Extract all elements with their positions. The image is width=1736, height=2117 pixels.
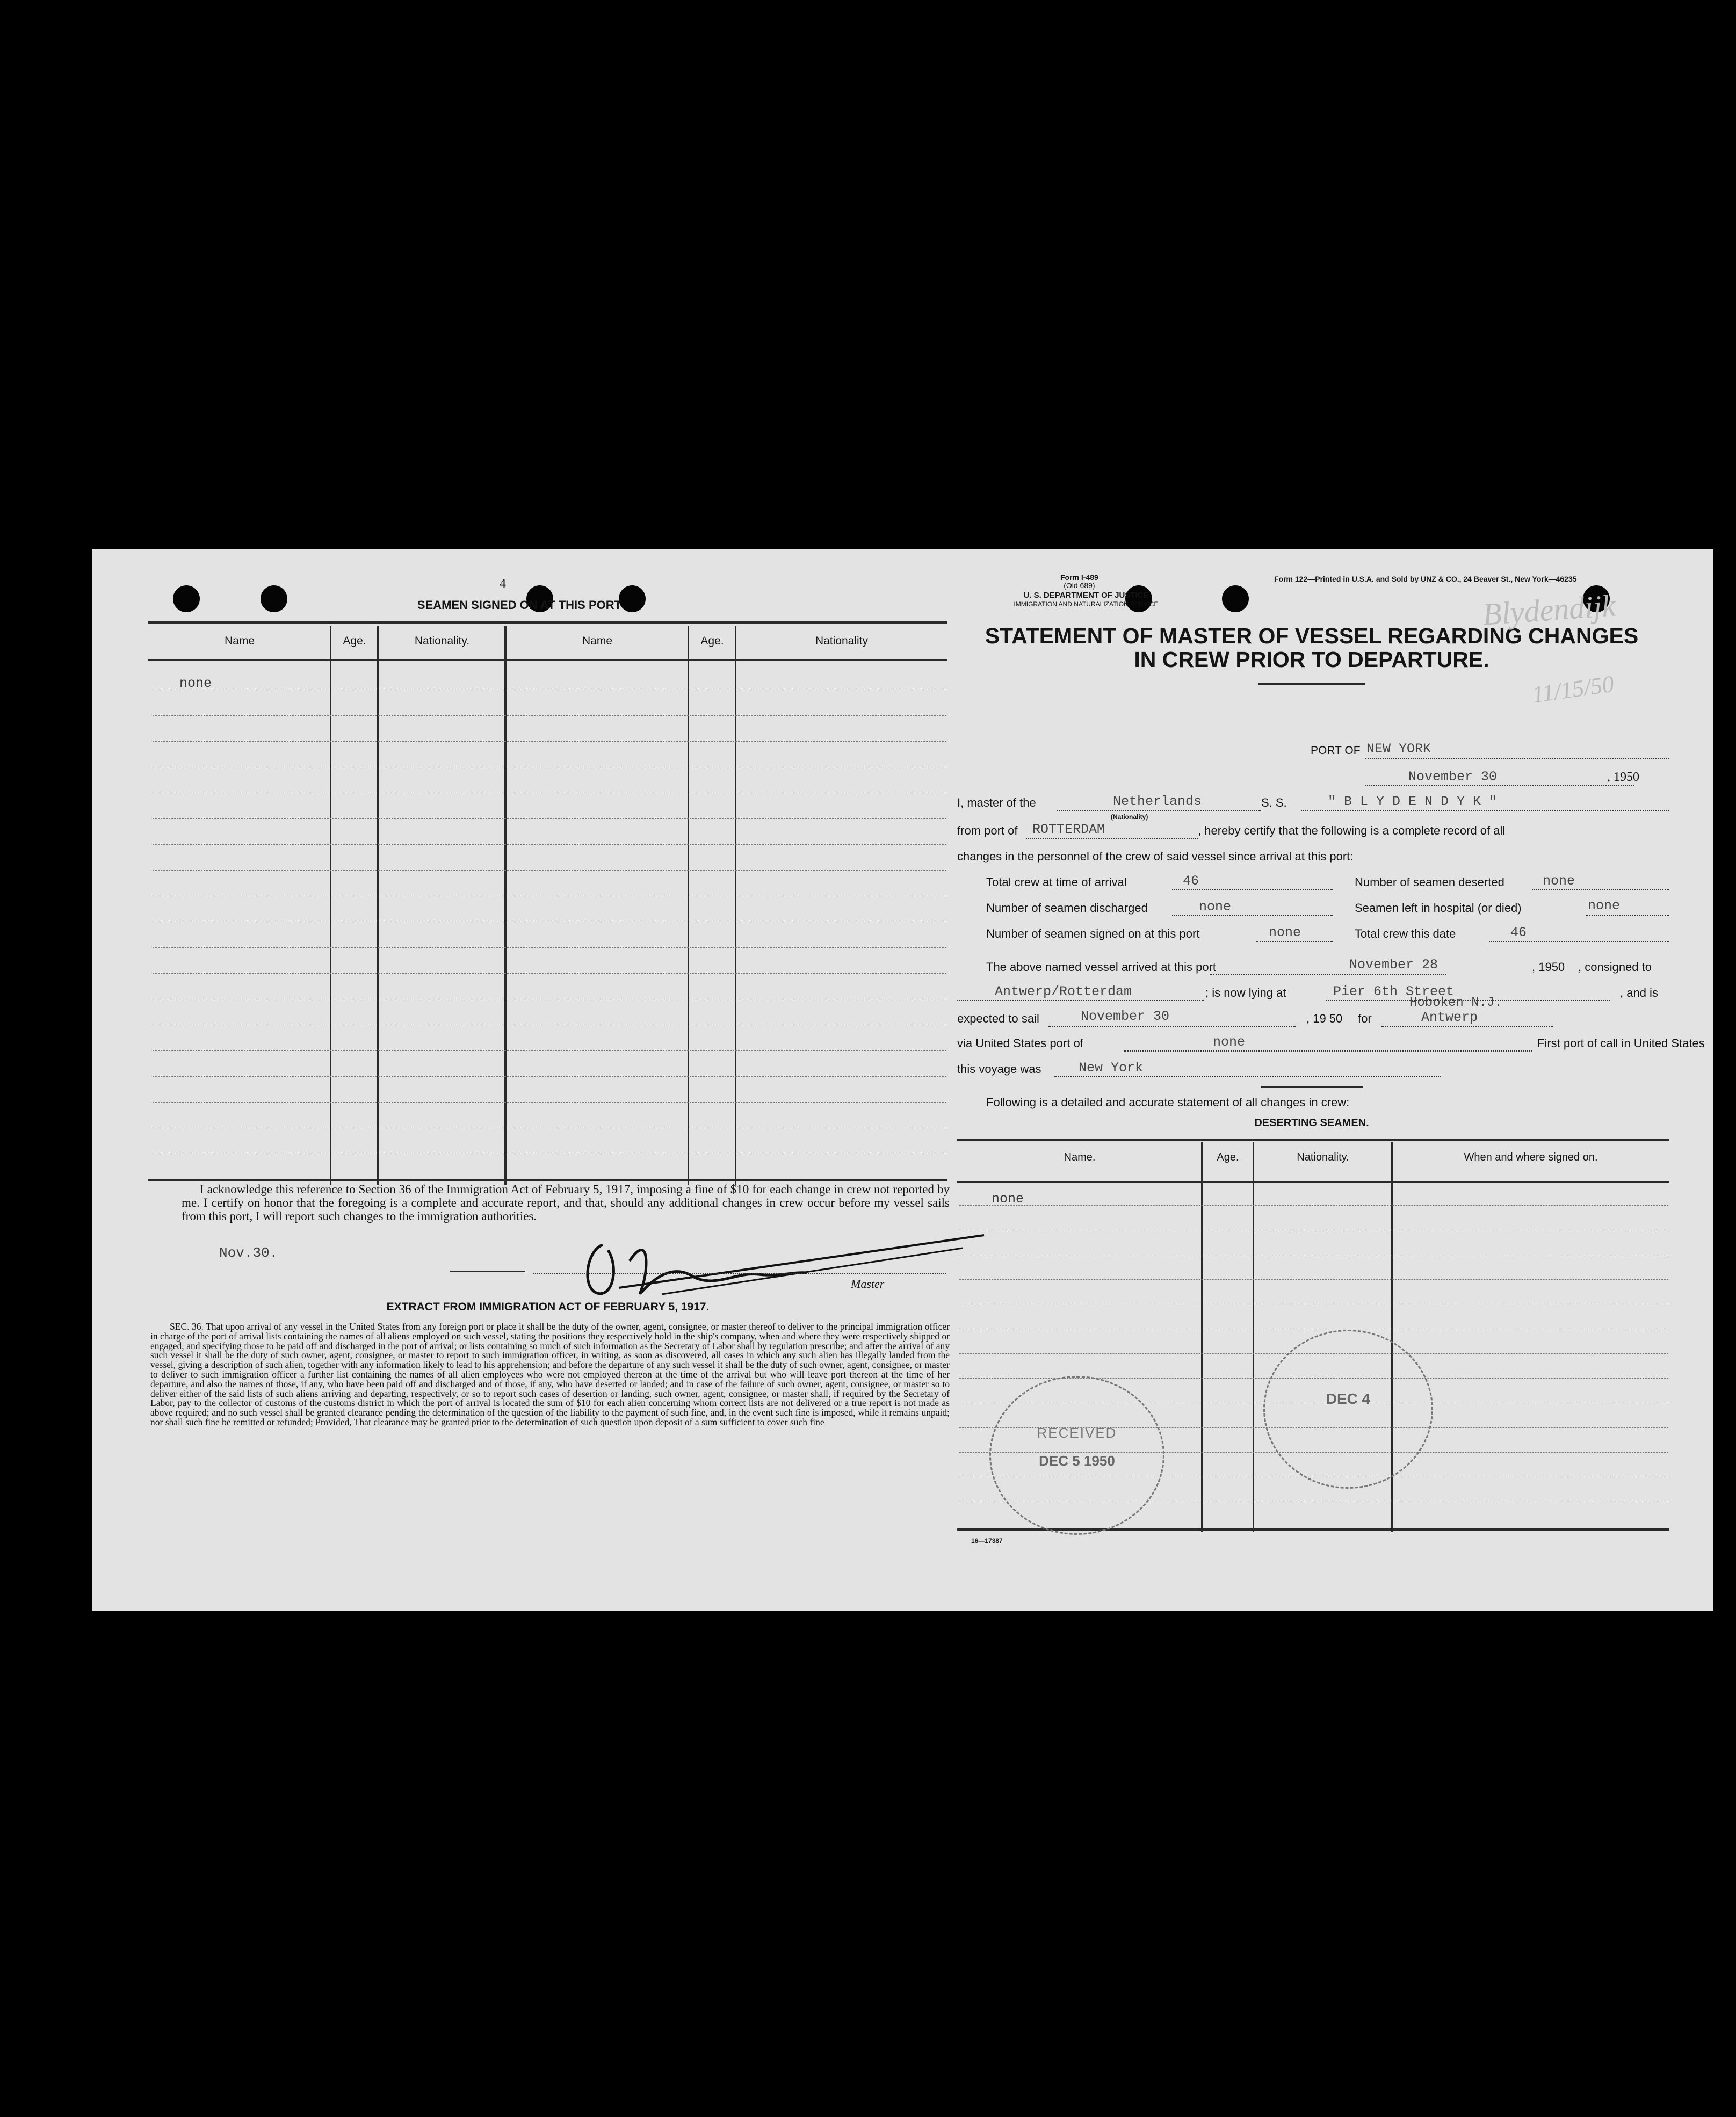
first-port-label: First port of call in United States: [1537, 1036, 1705, 1050]
seamen-signed-value: none: [1269, 925, 1301, 940]
ship-name: " B L Y D E N D Y K ": [1328, 794, 1498, 809]
voyage-label: this voyage was: [957, 1062, 1041, 1076]
footer-code: 16—17387: [971, 1537, 1003, 1545]
from-port-value: ROTTERDAM: [1032, 822, 1105, 837]
for-value: Antwerp: [1421, 1010, 1478, 1025]
deserting-first-name: none: [992, 1191, 1024, 1207]
master-signature: [554, 1213, 995, 1304]
changes-text: changes in the personnel of the crew of said vessel since arrival at this port:: [957, 850, 1354, 863]
from-port-label: from port of: [957, 824, 1018, 837]
seamen-hospital-value: none: [1588, 898, 1621, 914]
punch-hole: [261, 585, 287, 612]
department-block: [969, 591, 1203, 609]
form-number: Form I-489: [1060, 573, 1098, 582]
via-label: via United States port of: [957, 1036, 1083, 1050]
seamen-discharged-label: Number of seamen discharged: [986, 901, 1148, 915]
arrived-value: November 28: [1349, 957, 1438, 973]
extract-text: SEC. 36. That upon arrival of any vessel in the United States from any foreign port or place it shall be the duty of the owner, agent, consignee, or master thereof to deliver to the principal immigration officer in charge of the port of arrival lists containing the names of all aliens employed on such vessel, stating the positions they respectively hold in the ship's company, when and where they were respectively shipped or engaged, and specifying those to be paid off and discharged in the port of arrival; or lists containing so much of such information as the Secretary of Labor shall by regulation prescribe; and after the arrival of any such vessel it shall be the duty of such owner, agent, consignee, or master to report to such immigration officer, in writing, as soon as discovered, all cases in which any such alien has illegally landed from the vessel, giving a description of such alien, together with any information likely to lead to his apprehension; and before the departure of any such vessel it shall be the duty of such owner, agent, consignee, or master to deliver to such immigration officer a further list containing the names of all alien employees who were not employed thereon at the time of the arrival but who will leave port thereon at the time of her departure, and also the names of those, if any, who have been paid off and discharged and of those, if any, who have deserted or landed; and in case of the failure of such owner, agent, consignee, or master so to deliver either of the said lists of such aliens arriving and departing, respectively, or so to report such cases of desertion or landing, such owner, agent, consignee, or master shall, if required by the Secretary of Labor, pay to the collector of customs of the customs district in which the port of arrival is located the sum of $10 for each alien concerning whom correct lists are not delivered or a true report is not made as above required; and no such vessel shall be granted clearance pending the determination of the question of the liability to the payment of such fine, and, in the event such fine is imposed, while it remains unpaid; nor shall such fine be remitted or refunded; Provided, That clearance may be granted prior to the determination of such question upon deposit of a sum sufficient to cover such fine: [150, 1321, 950, 1427]
arrived-year: , 1950: [1532, 960, 1565, 974]
date-value: November 30: [1408, 769, 1498, 785]
total-crew-date-label: Total crew this date: [1355, 927, 1456, 940]
service-name: IMMIGRATION AND NATURALIZATION SERVICE: [1014, 600, 1159, 608]
seamen-discharged-value: none: [1199, 899, 1232, 915]
col-header-name: Name: [224, 635, 255, 647]
first-row-name: none: [179, 676, 212, 691]
form-title: [957, 624, 1666, 671]
col-header-age: Age.: [343, 635, 366, 647]
total-crew-arrival-value: 46: [1183, 873, 1199, 889]
expected-value: November 30: [1081, 1009, 1170, 1024]
document-sheet: [92, 549, 1713, 1611]
deserting-title: DESERTING SEAMEN.: [1254, 1117, 1369, 1129]
received-stamp-text: RECEIVED: [1037, 1425, 1117, 1441]
col-header-age-2: Age.: [700, 635, 724, 647]
page-number: 4: [500, 577, 506, 591]
port-value: NEW YORK: [1366, 741, 1431, 757]
form-title-line-1: STATEMENT OF MASTER OF VESSEL REGARDING CHANGES: [985, 624, 1639, 648]
ss-label: S. S.: [1261, 796, 1287, 809]
nationality-value: Netherlands: [1113, 794, 1202, 809]
year-value: , 1950: [1607, 770, 1639, 784]
form-title-line-2: IN CREW PRIOR TO DEPARTURE.: [1134, 647, 1489, 672]
col-header-nationality-2: Nationality: [815, 635, 869, 647]
handwritten-ship-name: Blydendijk: [1481, 588, 1617, 632]
via-value: none: [1213, 1034, 1246, 1050]
left-page-title: SEAMEN SIGNED ON AT THIS PORT: [417, 598, 622, 612]
handwritten-date: 11/15/50: [1530, 670, 1616, 708]
consigned-value: Antwerp/Rotterdam: [995, 984, 1132, 999]
nationality-caption: (Nationality): [1111, 813, 1148, 821]
lying-value-2: Hoboken N.J.: [1409, 996, 1502, 1010]
expected-year: , 19 50: [1306, 1012, 1343, 1025]
immigration-stamp: [1263, 1330, 1433, 1489]
arrived-label: The above named vessel arrived at this port: [986, 960, 1217, 974]
received-stamp-date: DEC 5 1950: [1039, 1453, 1115, 1469]
lying-label: ; is now lying at: [1205, 986, 1286, 999]
for-label: for: [1358, 1012, 1372, 1025]
received-stamp: [989, 1376, 1164, 1535]
master-of-label: I, master of the: [957, 796, 1036, 809]
voyage-value: New York: [1079, 1060, 1144, 1076]
col-header-name-2: Name: [582, 635, 613, 647]
department-name: U. S. DEPARTMENT OF JUSTICE: [1023, 591, 1149, 600]
seamen-signed-label: Number of seamen signed on at this port: [986, 927, 1200, 940]
form-old-number: (Old 689): [1064, 581, 1095, 590]
master-label: Master: [851, 1277, 885, 1291]
signature-date: Nov.30.: [219, 1245, 278, 1261]
printer-note: Form 122—Printed in U.S.A. and Sold by UNZ & CO., 24 Beaver St., New York—46235: [1274, 575, 1577, 583]
and-is-label: , and is: [1620, 986, 1658, 999]
col-header-nationality: Nationality.: [414, 635, 470, 647]
consigned-label: , consigned to: [1578, 960, 1652, 974]
deserting-col-nationality: Nationality.: [1297, 1151, 1349, 1163]
extract-title: EXTRACT FROM IMMIGRATION ACT OF FEBRUARY 5, 1917.: [386, 1301, 710, 1313]
total-crew-arrival-label: Total crew at time of arrival: [986, 875, 1127, 889]
immigration-stamp-date: DEC 4: [1326, 1390, 1371, 1407]
acknowledgment-text: I acknowledge this reference to Section 36 of the Immigration Act of February 5, 1917, imposing a fine of $10 for each change in crew not reported by me. I certify on honor that the foregoing is a complete and accurate report, and that, should any additional changes in crew occur before my vessel sails from this port, I will report such changes to the immigration authorities.: [182, 1183, 950, 1223]
punch-hole: [173, 585, 200, 612]
deserting-col-name: Name.: [1064, 1151, 1096, 1163]
deserting-col-age: Age.: [1217, 1151, 1239, 1163]
lying-value: Pier 6th Street: [1333, 984, 1455, 999]
seamen-deserted-label: Number of seamen deserted: [1355, 875, 1504, 889]
total-crew-date-value: 46: [1510, 925, 1527, 940]
port-label: PORT OF: [1311, 744, 1361, 757]
certify-text: , hereby certify that the following is a complete record of all: [1198, 824, 1506, 837]
seamen-hospital-label: Seamen left in hospital (or died): [1355, 901, 1522, 915]
deserting-col-signed-on: When and where signed on.: [1464, 1151, 1598, 1163]
punch-hole: [1222, 585, 1249, 612]
seamen-deserted-value: none: [1543, 873, 1575, 889]
expected-label: expected to sail: [957, 1012, 1039, 1025]
form-number-block: [1060, 574, 1098, 590]
following-text: Following is a detailed and accurate statement of all changes in crew:: [986, 1096, 1350, 1109]
